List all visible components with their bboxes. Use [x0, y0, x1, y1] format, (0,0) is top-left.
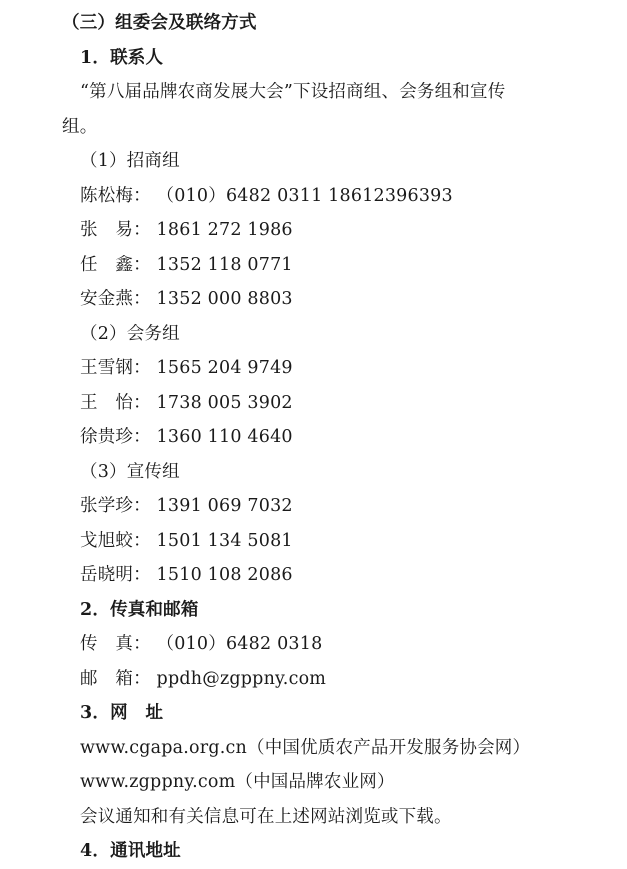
- contact-row: 徐贵珍： 1360 110 4640: [80, 427, 293, 447]
- contact-row: 陈松梅： （010）6482 0311 18612396393: [80, 185, 453, 206]
- website-row: www.cgapa.org.cn（中国优质农产品开发服务协会网）: [80, 737, 531, 758]
- contact-row: 张学珍： 1391 069 7032: [80, 496, 293, 516]
- contact-row: 任 鑫： 1352 118 0771: [80, 254, 293, 275]
- heading-contacts: 1．联系人: [80, 47, 164, 68]
- website-row: www.zgppny.com（中国品牌农业网）: [80, 772, 395, 792]
- fax-row: 传 真： （010）6482 0318: [80, 634, 323, 654]
- paragraph-intro-line2: 组。: [62, 116, 98, 137]
- heading-website: 3．网 址: [80, 703, 164, 723]
- contact-row: 戈旭蛟： 1501 134 5081: [80, 530, 293, 551]
- website-note: 会议通知和有关信息可在上述网站浏览或下载。: [80, 806, 452, 827]
- contact-row: 王 怡： 1738 005 3902: [80, 392, 293, 413]
- contact-row: 安金燕： 1352 000 8803: [80, 289, 293, 309]
- contact-row: 岳晓明： 1510 108 2086: [80, 565, 293, 585]
- section-heading: （三）组委会及联络方式: [62, 13, 257, 33]
- heading-fax-email: 2．传真和邮箱: [80, 599, 199, 620]
- contact-row: 张 易： 1861 272 1986: [80, 220, 293, 240]
- paragraph-intro-line1: “第八届品牌农商发展大会”下设招商组、会务组和宣传: [80, 82, 506, 102]
- heading-mailing-address: 4．通讯地址: [80, 841, 181, 861]
- group-label-publicity: （3）宣传组: [80, 461, 180, 482]
- email-row: 邮 箱： ppdh@zgppny.com: [80, 668, 327, 689]
- contact-row: 王雪钢： 1565 204 9749: [80, 358, 293, 378]
- group-label-investment: （1）招商组: [80, 151, 180, 171]
- group-label-conference: （2）会务组: [80, 323, 180, 344]
